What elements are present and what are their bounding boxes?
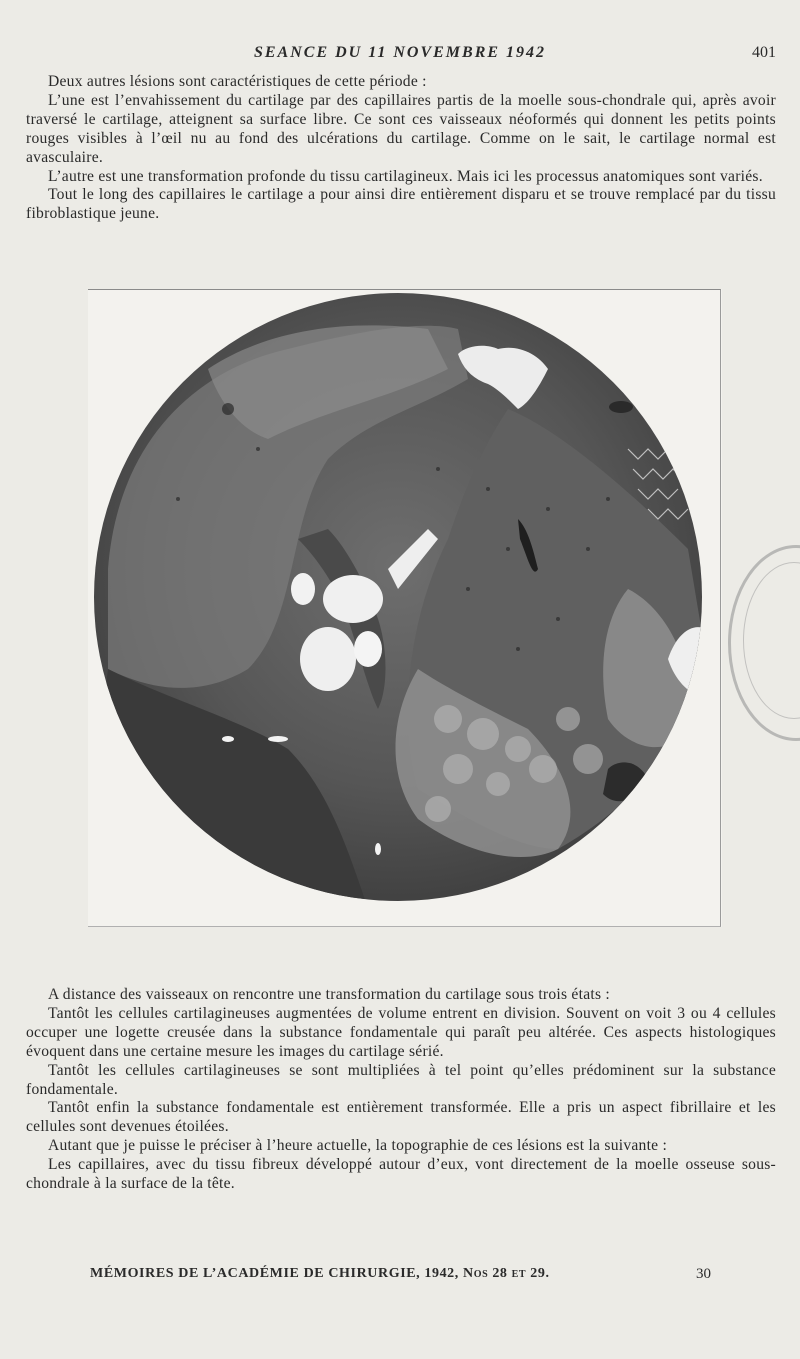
stamp-inner-ring <box>743 562 800 719</box>
figure-frame <box>88 289 721 927</box>
page-footer <box>0 1266 800 1286</box>
paragraph: A distance des vaisseaux on rencontre une transformation du cartilage sous trois états : <box>48 986 610 1003</box>
sheet-number: 30 <box>696 1266 711 1282</box>
running-header <box>0 44 800 66</box>
micrograph-figure <box>88 289 722 927</box>
library-stamp <box>728 545 800 741</box>
page-number: 401 <box>752 44 776 61</box>
paragraph: Les capillaires, avec du tissu fibreux développé autour d’eux, vont directement de la moelle osseuse sous-chondrale à la surface de la tête. <box>26 1156 776 1193</box>
paragraph: Tout le long des capillaires le cartilage a pour ainsi dire entièrement disparu et se trouve remplacé par du tissu fibroblastique jeune. <box>26 186 776 223</box>
paragraph: Tantôt les cellules cartilagineuses se sont multipliées à tel point qu’elles prédominent sur la substance fondamentale. <box>26 1061 776 1098</box>
top-text-block <box>26 73 776 224</box>
paragraph: Deux autres lésions sont caractéristiques de cette période : <box>48 73 427 90</box>
paragraph: L’autre est une transformation profonde du tissu cartilagineux. Mais ici les processus anatomiques sont variés. <box>48 167 763 185</box>
journal-citation: MÉMOIRES DE L’ACADÉMIE DE CHIRURGIE, 1942, Nos 28 et 29. <box>90 1266 550 1281</box>
paragraph: L’une est l’envahissement du cartilage par des capillaires partis de la moelle sous-chondrale qui, après avoir traversé le cartilage, atteignent sa surface libre. Ce sont ces vaisseaux néoformés qui donnent les petits points rouges visibles à l’œil nu au fond des ulcérations du cartilage. Comme on le sait, le cartilage normal est avasculaire. <box>26 91 776 166</box>
paragraph: Tantôt enfin la substance fondamentale est entièrement transformée. Elle a pris un aspect fibrillaire et les cellules sont devenues étoilées. <box>26 1099 776 1136</box>
bottom-text-block <box>26 986 776 1194</box>
page-header-title: SEANCE DU 11 NOVEMBRE 1942 <box>253 44 547 61</box>
paragraph: Autant que je puisse le préciser à l’heure actuelle, la topographie de ces lésions est la suivante : <box>48 1137 668 1155</box>
paragraph: Tantôt les cellules cartilagineuses augmentées de volume entrent en division. Souvent on voit 3 ou 4 cellules occuper une logette creusée dans la substance fondamentale qui paraît peu altérée. Ces aspects histologiques évoquent dans une certaine mesure les images du cartilage sérié. <box>26 1004 776 1060</box>
